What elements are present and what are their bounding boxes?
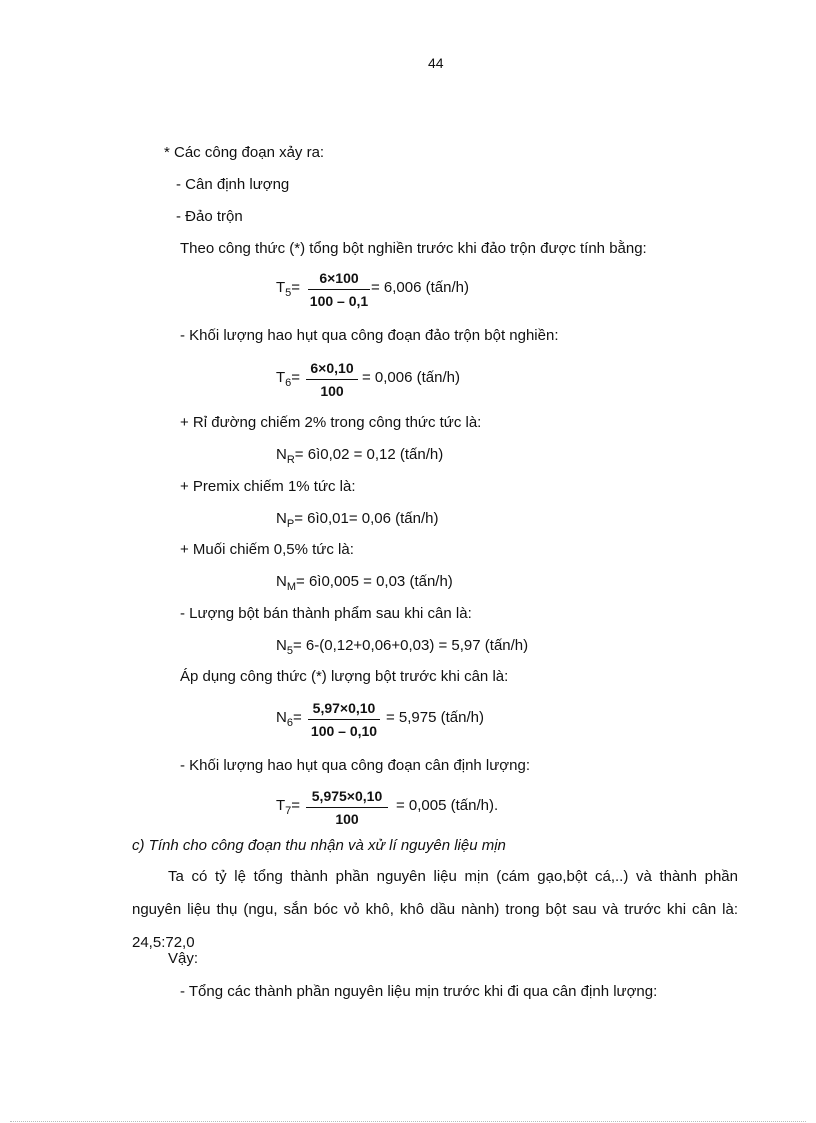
formula-result: = 6,006 (tấn/h) bbox=[371, 279, 469, 296]
fraction-denominator: 100 – 0,1 bbox=[309, 293, 369, 309]
formula-sub: R bbox=[286, 454, 295, 466]
formula-np bbox=[276, 510, 438, 529]
formula-expr: = 6-(0,12+0,06+0,03) = 5,97 (tấn/h) bbox=[292, 637, 529, 654]
fraction-denominator: 100 – 0,10 bbox=[310, 723, 378, 739]
premix-text: + Premix chiếm 1% tức là: bbox=[180, 478, 356, 495]
formula-result: = 0,006 (tấn/h) bbox=[362, 369, 460, 386]
formula-var: T bbox=[276, 279, 286, 296]
formula-var: N bbox=[276, 446, 287, 463]
formula-sub: 7 bbox=[285, 805, 292, 817]
formula-n5 bbox=[276, 637, 528, 656]
formula-var: T bbox=[276, 797, 286, 814]
formula-sub: 6 bbox=[285, 377, 292, 389]
salt-text: + Muối chiếm 0,5% tức là: bbox=[180, 541, 354, 558]
finished-powder-text: - Lượng bột bán thành phẩm sau khi cân là: bbox=[180, 605, 472, 622]
formula-sub: 5 bbox=[285, 287, 292, 299]
formula-var: T bbox=[276, 369, 286, 386]
page-bottom-divider bbox=[10, 1121, 806, 1122]
loss-weighing-text: - Khối lượng hao hụt qua công đoạn cân định lượng: bbox=[180, 757, 530, 774]
formula-expr: = 6ì0,01= 0,06 (tấn/h) bbox=[294, 510, 439, 527]
formula-expr: = 6ì0,02 = 0,12 (tấn/h) bbox=[294, 446, 444, 463]
formula-eq: = bbox=[291, 797, 301, 814]
formula-eq: = bbox=[291, 279, 301, 296]
ratio-paragraph: Ta có tỷ lệ tổng thành phần nguyên liệu mịn (cám gạo,bột cá,..) và thành phần nguyên liệu thụ (ngu, sắn bóc vỏ khô, khô dầu nành) trong bột sau và trước khi cân là: 24,5:72,0 bbox=[132, 868, 738, 951]
formula-var: N bbox=[276, 573, 287, 590]
therefore-text: Vậy: bbox=[168, 950, 199, 967]
fraction-denominator: 100 bbox=[320, 383, 344, 399]
apply-formula-text: Áp dụng công thức (*) lượng bột trước khi cân là: bbox=[180, 668, 509, 685]
formula-var: N bbox=[276, 637, 287, 654]
step-mixing: - Đảo trộn bbox=[176, 208, 243, 225]
fraction-numerator: 5,97×0,10 bbox=[308, 700, 380, 720]
fraction-denominator: 100 bbox=[335, 811, 359, 827]
formula-result: = 0,005 (tấn/h). bbox=[396, 797, 499, 814]
formula-sub: P bbox=[286, 518, 295, 530]
formula-sub: 5 bbox=[286, 645, 293, 657]
formula-eq: = bbox=[291, 369, 301, 386]
formula-var: N bbox=[276, 709, 287, 726]
steps-heading: * Các công đoạn xảy ra: bbox=[164, 144, 325, 161]
formula-var: N bbox=[276, 510, 287, 527]
total-fine-text: - Tổng các thành phần nguyên liệu mịn trước khi đi qua cân định lượng: bbox=[180, 983, 658, 1000]
formula-nr bbox=[276, 446, 443, 465]
loss-mixing-text: - Khối lượng hao hụt qua công đoạn đảo trộn bột nghiền: bbox=[180, 327, 559, 344]
formula-intro: Theo công thức (*) tổng bột nghiền trước khi đảo trộn được tính bằng: bbox=[180, 240, 647, 257]
formula-eq: = bbox=[292, 709, 302, 726]
formula-nm bbox=[276, 573, 453, 592]
formula-expr: = 6ì0,005 = 0,03 (tấn/h) bbox=[296, 573, 453, 590]
formula-result: = 5,975 (tấn/h) bbox=[386, 709, 484, 726]
section-c-heading: c) Tính cho công đoạn thu nhận và xử lí nguyên liệu mịn bbox=[132, 837, 506, 854]
formula-sub: 6 bbox=[286, 717, 293, 729]
formula-sub: M bbox=[286, 581, 297, 593]
page-number: 44 bbox=[428, 55, 444, 71]
fraction-numerator: 6×100 bbox=[308, 270, 370, 290]
molasses-text: + Rỉ đường chiếm 2% trong công thức tức là: bbox=[180, 414, 482, 431]
step-weighing: - Cân định lượng bbox=[176, 176, 290, 193]
fraction-numerator: 6×0,10 bbox=[306, 360, 358, 380]
fraction-numerator: 5,975×0,10 bbox=[306, 788, 388, 808]
